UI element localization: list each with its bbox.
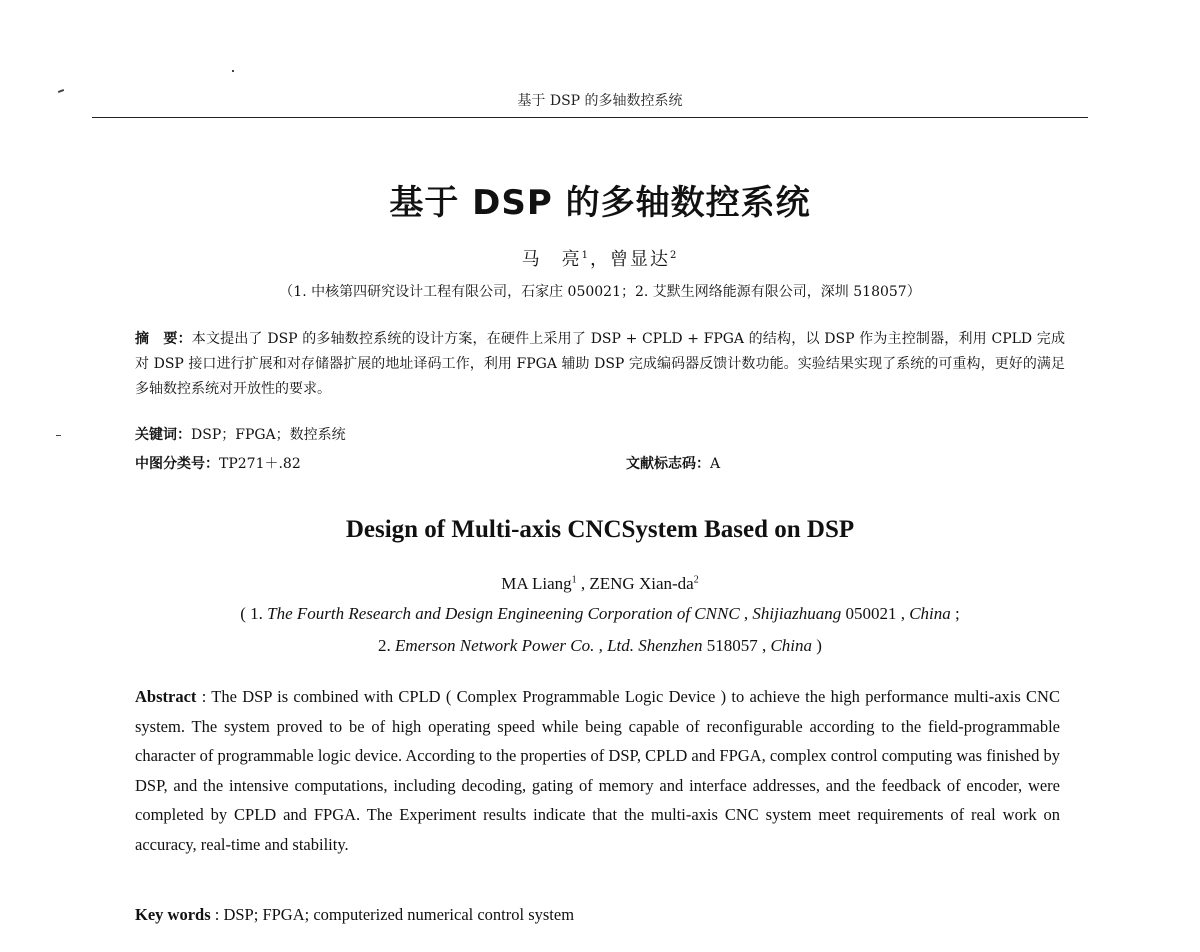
scan-speck (232, 70, 234, 72)
author-en-separator: , (576, 574, 590, 593)
affil-en-1-end: ; (950, 604, 960, 623)
affil-en-1-post: 050021 , (841, 604, 910, 623)
affil-en-1-org: The Fourth Research and Design Engineening Corporation of CNNC (267, 604, 740, 623)
affil-en-2-prefix: 2. (378, 636, 396, 655)
affil-en-2-end: ) (812, 636, 822, 655)
author-cn-separator: ， (590, 249, 610, 270)
author-en-1-affil: 1 (571, 574, 577, 586)
author-en-2: ZENG Xian-da (589, 574, 694, 593)
scan-speck (56, 435, 61, 436)
title-cn: 基于 DSP 的多轴数控系统 (389, 183, 811, 223)
author-cn-2: 曾显达 (610, 249, 670, 270)
affiliation-en-line-2 (0, 636, 1200, 656)
keywords-en (135, 905, 574, 925)
affiliation-cn: （1. 中核第四研究设计工程有限公司，石家庄 050021；2. 艾默生网络能源有限公司，深圳 518057） (279, 284, 921, 300)
affil-en-2-country: China (770, 636, 813, 655)
affiliation-en-line-1 (0, 604, 1200, 624)
title-en: Design of Multi-axis CNCSystem Based on DSP (345, 516, 855, 543)
author-cn-1: 马 亮 (521, 249, 582, 270)
affil-en-1-country: China (909, 604, 951, 623)
author-cn-2-affil: 2 (670, 250, 679, 261)
author-en-2-affil: 2 (693, 574, 699, 586)
doc-code-cn-text: A (710, 456, 721, 472)
abstract-cn-text: 本文提出了 DSP 的多轴数控系统的设计方案，在硬件上采用了 DSP + CPLD + FPGA 的结构，以 DSP 作为主控制器，利用 CPLD 完成对 DSP 接口进行扩展和对存储器扩展的地址译码工作，利用 FPGA 辅助 DSP 完成编码器反馈计数功能。实验结果实现了系统的可重构，更好的满足多轴数控系统对开放性的要求。 (135, 331, 1065, 397)
header-rule (92, 117, 1088, 118)
classification-cn-label: 中图分类号： (135, 456, 219, 472)
affil-en-1-sep: , (739, 604, 753, 623)
keywords-cn (135, 424, 346, 444)
doc-code-cn (626, 453, 720, 473)
abstract-cn (135, 327, 1065, 402)
affil-en-1-city: Shijiazhuang (752, 604, 842, 623)
classification-cn (135, 453, 301, 473)
abstract-en (135, 682, 1060, 859)
abstract-en-label: Abstract (135, 687, 197, 706)
keywords-en-text: DSP; FPGA; computerized numerical control system (223, 905, 575, 924)
keywords-cn-text: DSP；FPGA；数控系统 (191, 427, 346, 443)
running-header: 基于 DSP 的多轴数控系统 (517, 93, 683, 109)
keywords-en-label: Key words (135, 905, 211, 924)
keywords-en-colon: : (210, 905, 224, 924)
authors-cn (0, 245, 1200, 271)
affil-en-2-org: Emerson Network Power Co. , Ltd. Shenzhen (395, 636, 703, 655)
abstract-cn-label: 摘 要： (135, 331, 192, 347)
author-en-1: MA Liang (501, 574, 572, 593)
keywords-cn-label: 关键词： (135, 427, 191, 443)
classification-cn-text: TP271＋.82 (219, 456, 301, 472)
author-cn-1-affil: 1 (581, 250, 590, 261)
abstract-en-text: The DSP is combined with CPLD ( Complex Programmable Logic Device ) to achieve the high performance multi-axis CNC system. The system proved to be of high operating speed while being capable of reconfigurable according to the field-programmable character of programmable logic device. According to the properties of DSP, CPLD and FPGA, complex control computing was finished by DSP, and the intensive computations, including decoding, gating of memory and interface addresses, and the feedback of encoder, were completed by CPLD and FPGA. The Experiment results indicate that the multi-axis CNC system meet requirements of real work on accuracy, real-time and stability. (135, 687, 1060, 854)
authors-en (0, 574, 1200, 594)
doc-code-cn-label: 文献标志码： (626, 456, 710, 472)
affil-en-1-prefix: ( 1. (240, 604, 268, 623)
affil-en-2-post: 518057 , (702, 636, 771, 655)
abstract-en-colon: : (196, 687, 212, 706)
